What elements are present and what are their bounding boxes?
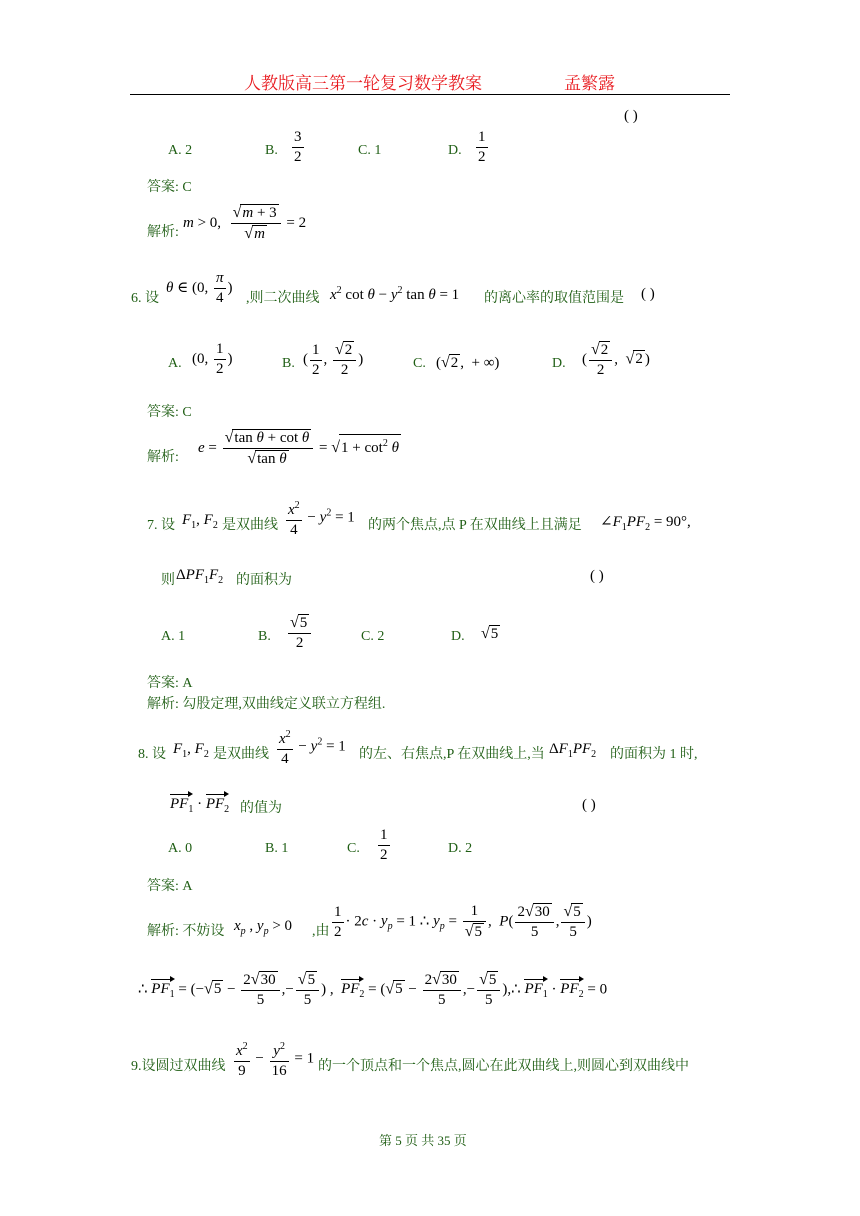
q8-triangle: $\Delta F_1PF_2$	[549, 741, 597, 760]
q6-option-c: C.	[413, 356, 426, 371]
q8-foci: $F_1$, $F_2$	[173, 741, 209, 760]
q5-option-b: B.	[265, 143, 278, 158]
q9-stem: 的一个顶点和一个焦点,圆心在此双曲线上,则圆心到双曲线中	[318, 1059, 689, 1074]
q7-option-a: A. 1	[161, 629, 186, 644]
q5-option-c: C. 1	[358, 143, 382, 158]
document-title: 人教版高三第一轮复习数学教案	[244, 74, 482, 94]
q7-label: 7. 设	[147, 518, 175, 533]
q8-analysis-vars: $x_p$ , $y_p > 0$	[234, 918, 293, 937]
q7-option-b-value: $\frac{√5}{2}$	[286, 613, 313, 653]
q8-paren: ( )	[582, 797, 596, 813]
q5-paren: ( )	[624, 108, 638, 124]
q8-stem: 是双曲线	[213, 747, 269, 762]
q8-answer: 答案: A	[147, 879, 193, 894]
q5-analysis-label: 解析:	[147, 225, 179, 240]
q8-analysis-by: ,由	[312, 924, 330, 939]
q8-hyperbola: $\frac{x^2}{4}$ − $y^2 = 1$	[275, 725, 346, 769]
q5-option-d: D.	[448, 143, 462, 158]
q6-answer: 答案: C	[147, 405, 192, 420]
q9-hyperbola: $\frac{x^2}{9}$ − $\frac{y^2}{16}$ = 1	[232, 1037, 314, 1081]
q7-stem: 是双曲线	[222, 518, 278, 533]
q8-option-d: D. 2	[448, 841, 473, 856]
q5-option-b-value: $\frac{3}{2}$	[294, 129, 302, 165]
q6-option-a: A.	[168, 356, 182, 371]
q6-paren: ( )	[641, 286, 655, 302]
q8-vector-computation: ∴ $PF_1 = (-√5$ − $\frac{2√30}{5}$ ,− $\frac{√5}{5}$ ) , $PF_2 = (√5$ − $\frac{2√30}{5}$ ,− $\frac{√5}{5}$ ),∴ $PF_1 \cdot PF_2 = 0$	[138, 971, 608, 1008]
q9-label: 9.设圆过双曲线	[131, 1059, 226, 1074]
q5-answer: 答案: C	[147, 180, 192, 195]
q6-option-a-value: (0, $\frac{1}{2}$ )	[192, 341, 233, 377]
q8-label: 8. 设	[138, 747, 166, 762]
q6-option-b: B.	[282, 356, 295, 371]
q6-option-b-value: ( $\frac{1}{2}$ , $\frac{√2}{2}$ )	[303, 341, 364, 378]
q7-answer: 答案: A	[147, 676, 193, 691]
header-rule	[130, 94, 730, 95]
q8-analysis-label: 解析: 不妨设	[147, 924, 225, 939]
q8-stem-value: 的值为	[240, 801, 282, 816]
q6-stem-question: 的离心率的取值范围是	[484, 291, 624, 306]
q7-stem-then: 则	[161, 573, 175, 588]
q5-option-d-value: $\frac{1}{2}$	[478, 129, 486, 165]
document-author: 孟繁露	[564, 74, 615, 94]
q6-theta-range: θ ∈ (0, $\frac{\pi}{4}$ )	[166, 270, 233, 306]
q6-analysis-formula: e = $\frac{\text{√tan θ + cot θ}}{\text{√tan θ}}$ = $√1 + \cot^2 \theta$	[198, 429, 399, 467]
q7-stem-area: 的面积为	[236, 573, 292, 588]
q8-stem-area: 的面积为 1 时,	[610, 747, 698, 762]
q6-stem: ,则二次曲线	[246, 291, 320, 306]
q6-option-d-value: ( $\frac{√2}{2}$ , √2 )	[582, 341, 650, 378]
q6-option-c-value: (√2 , + ∞)	[436, 354, 500, 371]
q7-option-d: D.	[451, 629, 465, 644]
q7-paren: ( )	[590, 568, 604, 584]
q6-label: 6. 设	[131, 291, 159, 306]
q6-option-d: D.	[552, 356, 566, 371]
q7-option-b: B.	[258, 629, 271, 644]
q8-stem-condition: 的左、右焦点,P 在双曲线上,当	[359, 747, 545, 762]
q6-curve-equation: $x^2$ $\cot \theta - y^2$ tan θ = 1	[330, 285, 460, 303]
q8-dot-product: $PF_1 \cdot PF_2$	[170, 796, 230, 815]
q7-stem-condition: 的两个焦点,点 P 在双曲线上且满足	[368, 518, 582, 533]
q5-option-a: A. 2	[168, 143, 193, 158]
q7-foci: $F_1$, $F_2$	[182, 512, 218, 531]
q6-analysis-label: 解析:	[147, 450, 179, 465]
q7-hyperbola: $\frac{x^2}{4}$ − $y^2 = 1$	[284, 496, 355, 540]
q5-analysis-formula: m > 0, $\frac{√m + 3}{√m}$ = 2	[183, 204, 307, 242]
q8-option-c-value: $\frac{1}{2}$	[380, 827, 388, 863]
q8-option-c: C.	[347, 841, 360, 856]
q7-triangle: $\Delta PF_1F_2$	[176, 567, 224, 586]
q7-option-d-value: √5	[481, 625, 499, 642]
q7-angle: $\angle F_1PF_2 = 90^\circ$,	[600, 514, 691, 533]
q7-analysis: 解析: 勾股定理,双曲线定义联立方程组.	[147, 697, 386, 712]
q8-analysis-formula: $\frac{1}{2}$ · $2c \cdot y_p = 1$ ∴ $y_p$ = $\frac{1}{√5}$ , P( $\frac{2√30}{5}$ , $\frac{√5}{5}$ )	[334, 903, 592, 940]
q7-option-c: C. 2	[361, 629, 385, 644]
q8-option-a: A. 0	[168, 841, 193, 856]
q8-option-b: B. 1	[265, 841, 289, 856]
page-footer: 第 5 页 共 35 页	[379, 1133, 467, 1148]
